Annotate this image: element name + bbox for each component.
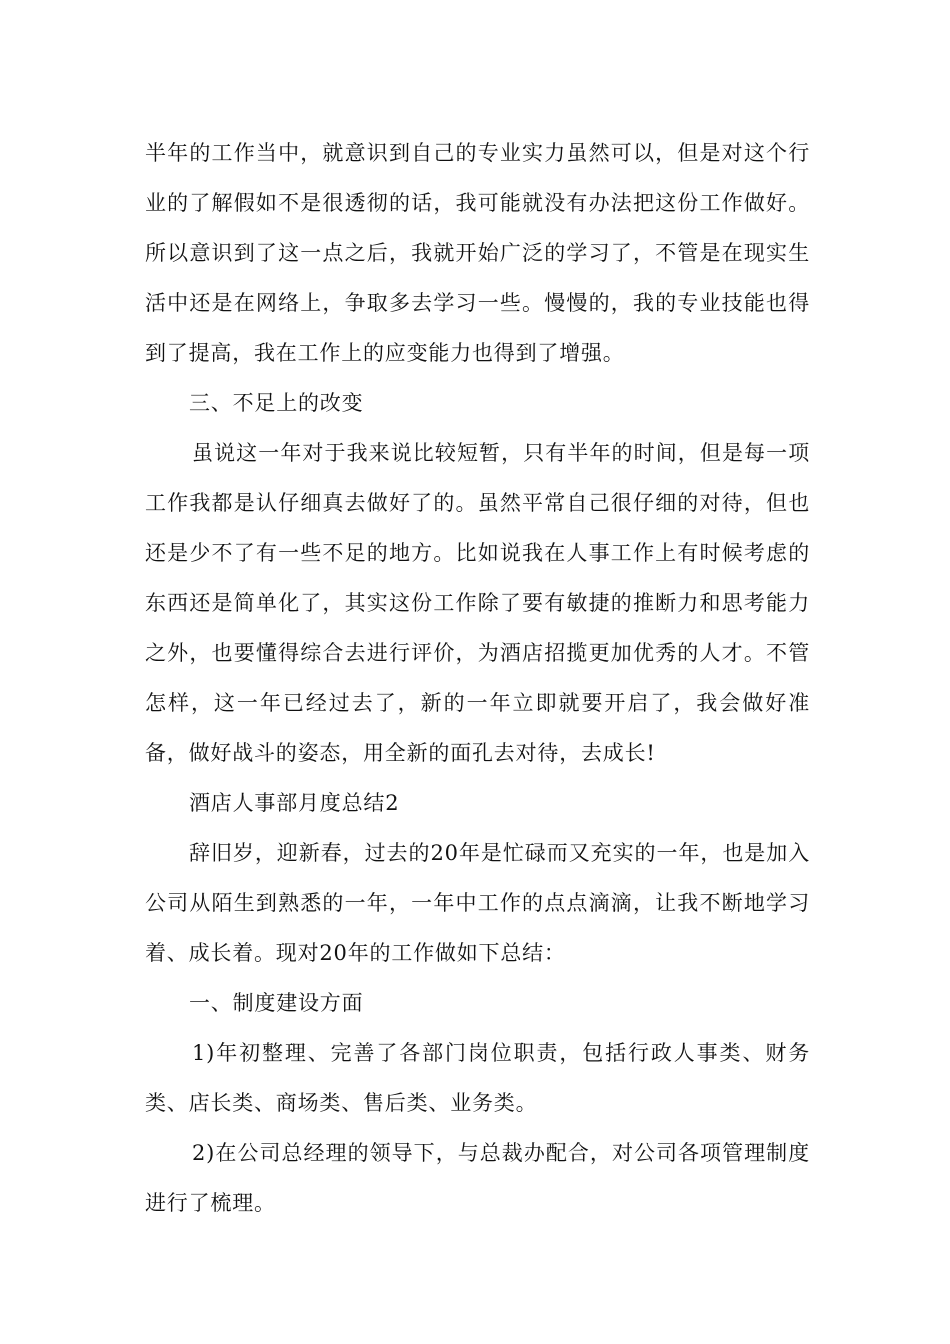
paragraph-continuation: 半年的工作当中，就意识到自己的专业实力虽然可以，但是对这个行业的了解假如不是很透彻的话，我可能就没有办法把这份工作做好。所以意识到了这一点之后，我就开始广泛的学习了，不管是在现实生活中还是在网络上，争取多去学习一些。慢慢的，我的专业技能也得到了提高，我在工作上的应变能力也得到了增强。 xyxy=(145,141,810,365)
paragraph-intro: 辞旧岁，迎新春，过去的20年是忙碌而又充实的一年，也是加入公司从陌生到熟悉的一年，一年中工作的点点滴滴，让我不断地学习着、成长着。现对20年的工作做如下总结： xyxy=(145,841,810,965)
paragraph-shortcomings: 虽说这一年对于我来说比较短暂，只有半年的时间，但是每一项工作我都是认仔细真去做好了的。虽然平常自己很仔细的对待，但也还是少不了有一些不足的地方。比如说我在人事工作上有时候考虑的东西还是简单化了，其实这份工作除了要有敏捷的推断力和思考能力之外，也要懂得综合去进行评价，为酒店招揽更加优秀的人才。不管怎样，这一年已经过去了，新的一年立即就要开启了，我会做好准备，做好战斗的姿态，用全新的面孔去对待，去成长! xyxy=(145,441,810,765)
document-body xyxy=(145,128,810,1228)
section-heading-system-building: 一、制度建设方面 xyxy=(189,991,364,1015)
list-item-1: 1)年初整理、完善了各部门岗位职责，包括行政人事类、财务类、店长类、商场类、售后类、业务类。 xyxy=(145,1041,810,1115)
section-heading-shortcomings: 三、不足上的改变 xyxy=(189,391,364,415)
document-subtitle: 酒店人事部月度总结2 xyxy=(189,791,400,815)
list-item-2: 2)在公司总经理的领导下，与总裁办配合，对公司各项管理制度进行了梳理。 xyxy=(145,1141,810,1215)
